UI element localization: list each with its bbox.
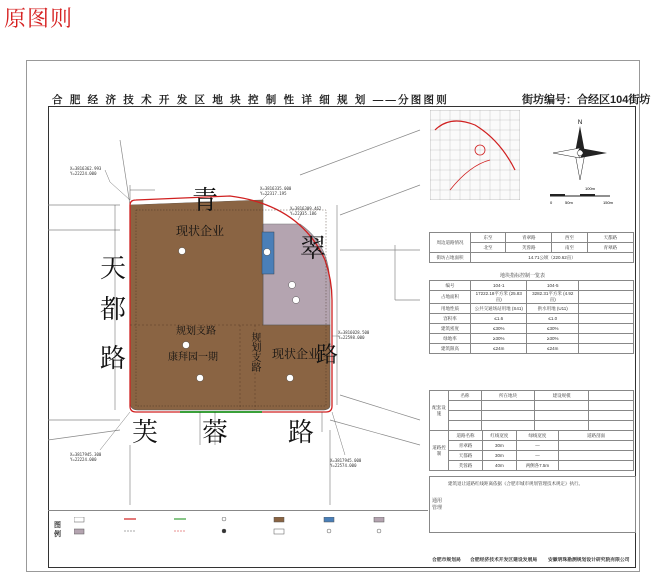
notes-label: 通用管理 bbox=[432, 498, 443, 511]
scale-tick-label: 150m bbox=[603, 200, 614, 205]
table-row: 建筑密度 ≤30% ≤30% bbox=[430, 324, 634, 334]
road-south-char-1: 芙 bbox=[132, 418, 159, 448]
coord-n1: X=3816335.000 Y=22317.195 bbox=[260, 186, 292, 196]
north-arrow bbox=[545, 118, 615, 208]
road-south-char-2: 蓉 bbox=[202, 418, 229, 448]
coord-e: X=3816028.500 Y=22598.000 bbox=[338, 330, 370, 340]
road-east-char: 路 bbox=[316, 343, 339, 368]
scale-tick-label: 100m bbox=[585, 186, 596, 191]
road-west-char-2: 都 bbox=[100, 295, 127, 325]
table-row: 容积率 ≤1.6 ≤1.0 bbox=[430, 314, 634, 324]
footer-left: 合肥市规划局 bbox=[432, 558, 461, 563]
coord-sw: X=3817945.300 Y=22224.000 bbox=[70, 452, 102, 462]
table-row: 占地面积 17222.18平方米 (25.83亩) 3282.31平方米 (4.92亩) bbox=[430, 291, 634, 304]
area-label: 街坊占地面积 bbox=[430, 253, 471, 263]
road-south-char-3: 路 bbox=[288, 418, 315, 448]
road-north-char-2: 翠 bbox=[300, 234, 327, 264]
table-label: 周边道路情况 bbox=[430, 233, 471, 253]
table-row: 用地性质 公共交通场站用地 (S41) 供水用地 (U11) bbox=[430, 304, 634, 314]
surrounding-roads-table: 周边道路情况 东至 青翠路 西至 天都路 北至 芙蓉路 南至 青翠路 街坊占地面积 14.71公顷（220.62亩） bbox=[429, 232, 634, 263]
road-control-table: 道路控制 道路名称 红线宽度 绿线宽度 道路剖面 青翠路 30m — 天都路 30m — 芙蓉路 40m 两侧各7.5m bbox=[429, 430, 634, 471]
road-west-char-1: 天 bbox=[100, 254, 127, 284]
facilities-table: 配套设施 名称 所在地块 建设规模 bbox=[429, 390, 634, 431]
road-north-char-1: 青 bbox=[192, 186, 219, 216]
coord-se: X=3817945.000 Y=22574.000 bbox=[330, 458, 362, 468]
parcel-label-c: 康拜园一期 bbox=[168, 352, 218, 363]
coord-nw: X=3816362.993 Y=22224.000 bbox=[70, 166, 102, 176]
block-code: 街坊编号：合经区104街坊 bbox=[522, 94, 651, 106]
road-label-branch-2: 规划支路 bbox=[249, 332, 260, 372]
road-label-branch-1: 规划支路 bbox=[176, 326, 216, 337]
watermark-title: 原图则 bbox=[4, 7, 74, 32]
indicator-table: 编号 104-1 104-5 占地面积 17222.18平方米 (25.83亩) 3282.31平方米 (4.92亩) 用地性质 公共交通场站用地 (S41) 供水用地 (U11) 容积率 ≤1.6 ≤1.0 建筑密度 ≤30% ≤30% 绿地率 ≥30% ≥30% 建筑限高 ≤24m ≤24m bbox=[429, 280, 634, 354]
legend-symbols bbox=[74, 517, 424, 547]
road-west-char-3: 路 bbox=[100, 344, 127, 374]
coord-n2: X=3816309.462 Y=22335.186 bbox=[290, 206, 322, 216]
table-row: 建筑限高 ≤24m ≤24m bbox=[430, 344, 634, 354]
table-row: 天都路 30m — bbox=[430, 451, 634, 461]
location-minimap bbox=[430, 110, 520, 200]
legend bbox=[48, 510, 428, 555]
parcel-label-b: 现状企业 bbox=[272, 347, 321, 361]
table-row: 青翠路 30m — bbox=[430, 441, 634, 451]
parcel-label-a: 现状企业 bbox=[176, 224, 225, 238]
notes-box bbox=[429, 476, 636, 533]
scale-tick-label: 0 bbox=[550, 200, 553, 205]
table-row: 绿地率 ≥30% ≥30% bbox=[430, 334, 634, 344]
footer-right: 安徽明珠勘测规划设计研究院有限公司 bbox=[548, 558, 630, 563]
scale-tick-label: 50m bbox=[565, 200, 573, 205]
notes-text: 建筑退让道路红线距离依据《合肥市城市规划管理技术规定》执行。 bbox=[448, 481, 583, 486]
plan-title: 合 肥 经 济 技 术 开 发 区 地 块 控 制 性 详 细 规 划 ——分图图则 bbox=[52, 94, 449, 106]
indicator-title: 地块指标控制一览表 bbox=[500, 273, 546, 279]
table-row: 芙蓉路 40m 两侧各7.5m bbox=[430, 461, 634, 471]
legend-label: 图例 bbox=[54, 522, 61, 538]
area-value: 14.71公顷（220.62亩） bbox=[471, 253, 634, 263]
north-label: N bbox=[577, 120, 583, 126]
footer-mid: 合肥经济技术开发区建设发展局 bbox=[470, 558, 538, 563]
